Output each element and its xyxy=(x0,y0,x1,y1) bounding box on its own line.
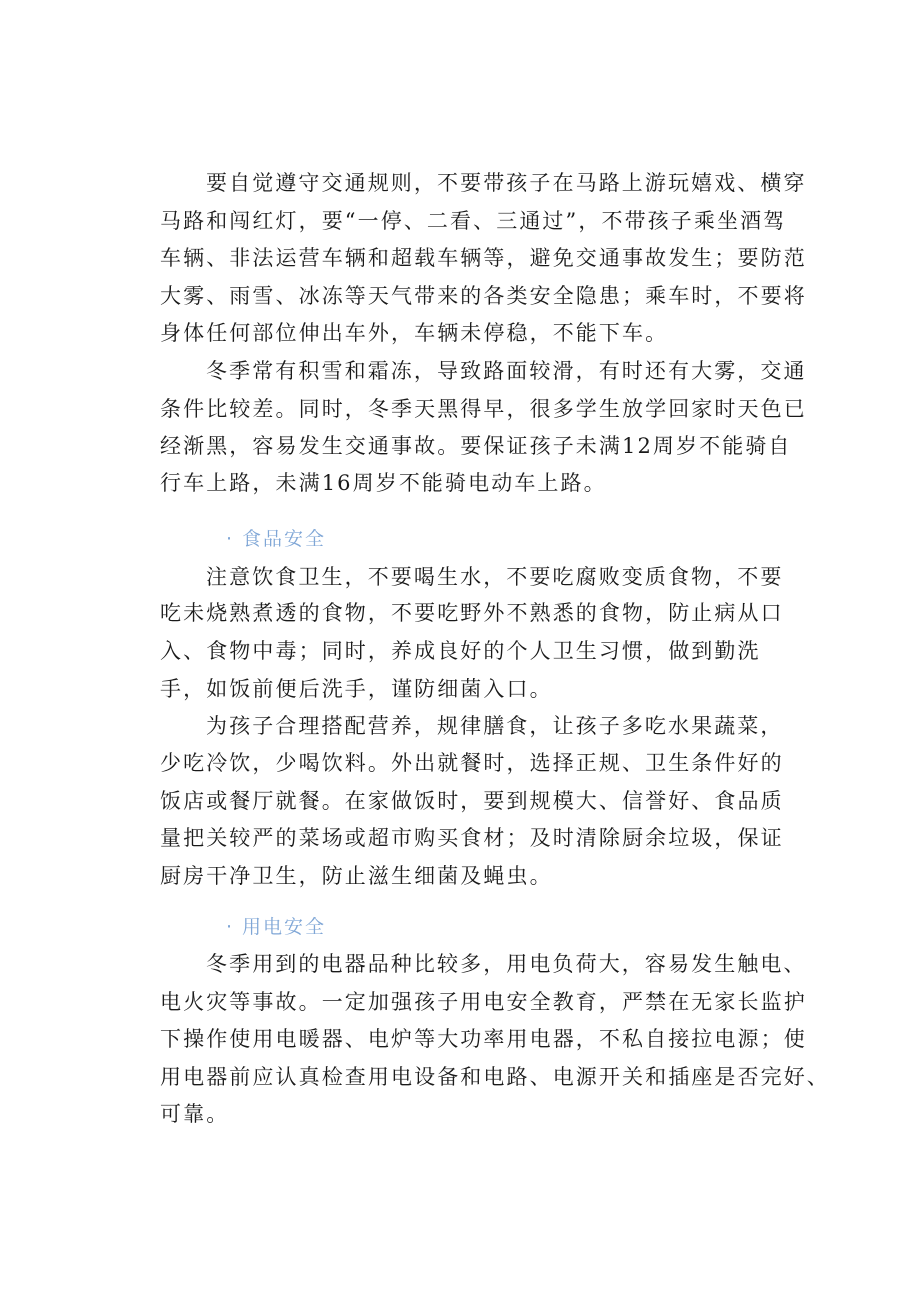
food-p1-line-2: 吃未烧熟煮透的食物，不要吃野外不熟悉的食物，防止病从口 xyxy=(160,601,784,625)
electric-safety-heading xyxy=(226,912,326,942)
food-p2-line-1: 为孩子合理搭配营养，规律膳食，让孩子多吃水果蔬菜， xyxy=(206,714,784,738)
traffic-p1-line-4: 大雾、雨雪、冰冻等天气带来的各类安全隐患；乘车时，不要将 xyxy=(160,284,807,308)
food-p1-line-4: 手，如饭前便后洗手，谨防细菌入口。 xyxy=(160,677,553,701)
traffic-p2-line-4: 行车上路，未满16周岁不能骑电动车上路。 xyxy=(160,471,607,495)
traffic-p2-line-1: 冬季常有积雪和霜冻，导致路面较滑，有时还有大雾，交通 xyxy=(206,359,807,383)
food-p1-line-3: 入、食物中毒；同时，养成良好的个人卫生习惯，做到勤洗 xyxy=(160,639,761,663)
electric-safety-heading-text: 用电安全 xyxy=(242,916,327,938)
traffic-p1-line-3: 车辆、非法运营车辆和超载车辆等，避免交通事故发生；要防范 xyxy=(160,246,807,270)
electric-p1-line-1: 冬季用到的电器品种比较多，用电负荷大，容易发生触电、 xyxy=(206,952,807,976)
electric-p1-line-5: 可靠。 xyxy=(160,1102,230,1126)
traffic-p1-line-1: 要自觉遵守交通规则，不要带孩子在马路上游玩嬉戏、横穿 xyxy=(206,171,807,195)
food-safety-heading-text: 食品安全 xyxy=(242,528,327,550)
food-p2-line-4: 量把关较严的菜场或超市购买食材；及时清除厨余垃圾，保证 xyxy=(160,826,784,850)
traffic-p2-line-3: 经渐黑，容易发生交通事故。要保证孩子未满12周岁不能骑自 xyxy=(160,434,792,458)
electric-p1-line-4: 用电器前应认真检查用电设备和电路、电源开关和插座是否完好、 xyxy=(160,1065,830,1089)
traffic-p2-line-2: 条件比较差。同时，冬季天黑得早，很多学生放学回家时天色已 xyxy=(160,397,807,421)
electric-p1-line-2: 电火灾等事故。一定加强孩子用电安全教育，严禁在无家长监护 xyxy=(160,990,807,1014)
food-p2-line-3: 饭店或餐厅就餐。在家做饭时，要到规模大、信誉好、食品质 xyxy=(160,789,784,813)
food-p1-line-1: 注意饮食卫生，不要喝生水，不要吃腐败变质食物，不要 xyxy=(206,565,784,589)
food-p2-line-5: 厨房干净卫生，防止滋生细菌及蝇虫。 xyxy=(160,864,553,888)
food-safety-heading xyxy=(226,524,326,554)
traffic-p1-line-2: 马路和闯红灯，要“一停、二看、三通过”，不带孩子乘坐酒驾 xyxy=(160,209,787,233)
traffic-p1-line-5: 身体任何部位伸出车外，车辆未停稳，不能下车。 xyxy=(160,321,669,345)
electric-p1-line-3: 下操作使用电暖器、电炉等大功率用电器，不私自接拉电源；使 xyxy=(160,1027,807,1051)
bullet-icon: · xyxy=(226,528,235,550)
food-p2-line-2: 少吃冷饮，少喝饮料。外出就餐时，选择正规、卫生条件好的 xyxy=(160,751,784,775)
bullet-icon: · xyxy=(226,916,235,938)
